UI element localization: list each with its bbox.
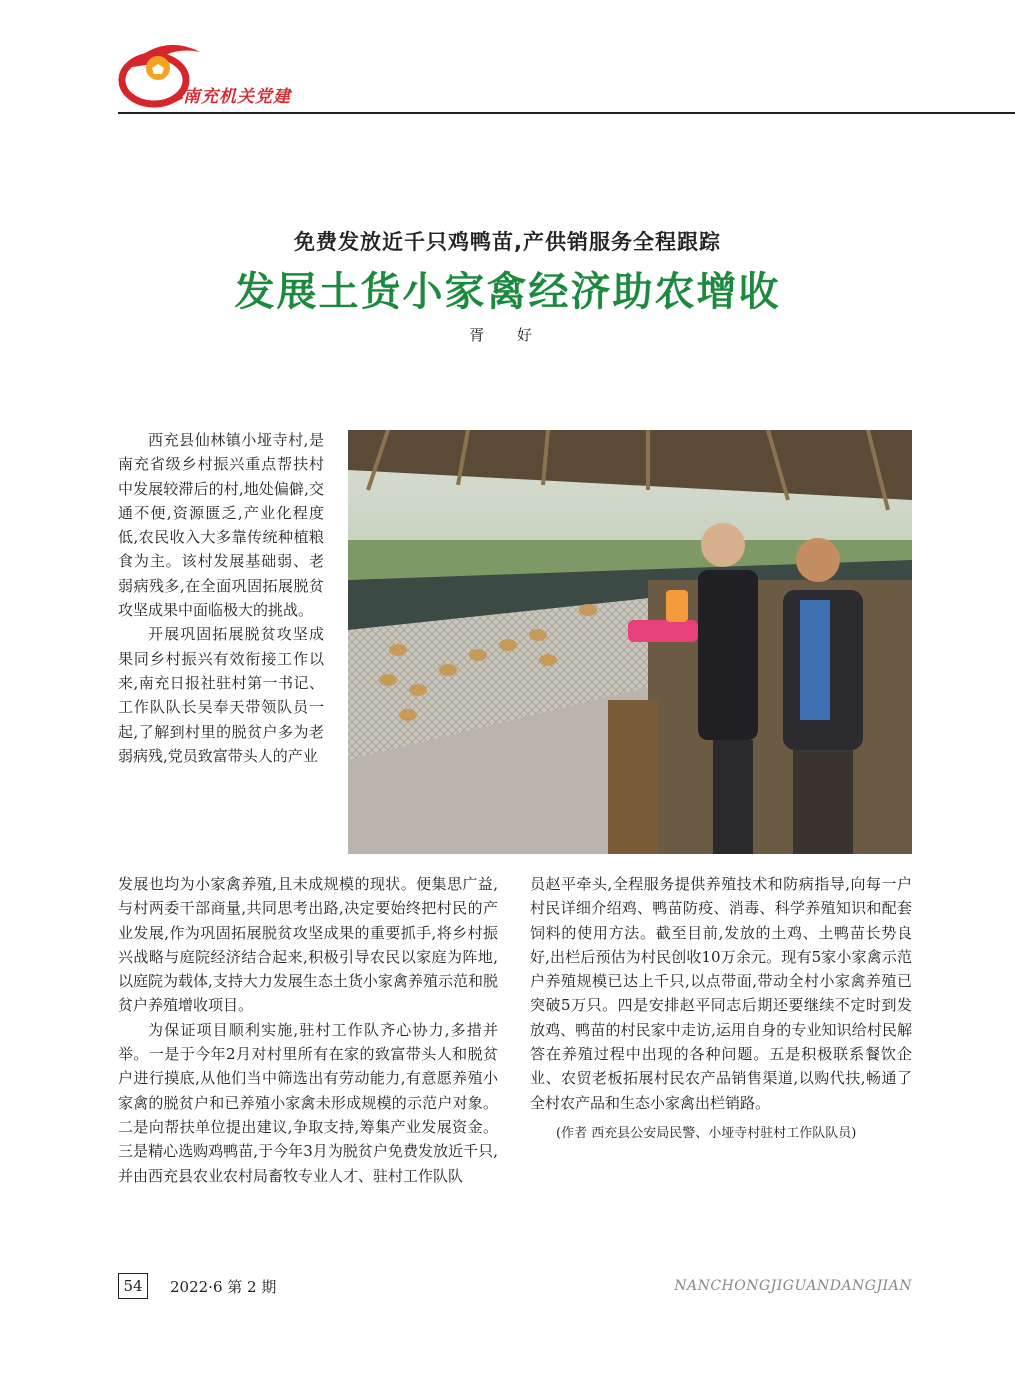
paragraph: 开展巩固拓展脱贫攻坚成果同乡村振兴有效衔接工作以来,南充日报社驻村第一书记、工作队队长吴奉天带领队员一起,了解到村里的脱贫户多为老弱病残,党员致富带头人的产业	[118, 625, 324, 765]
poultry-shed-photo	[348, 430, 912, 854]
body-column-narrow	[118, 428, 324, 768]
issue-info: 2022·6 第 2 期	[170, 1278, 277, 1296]
brand-name: 南充机关党建	[183, 87, 291, 107]
article-photo	[348, 430, 912, 854]
body-column-left	[118, 872, 498, 1188]
page-number: 54	[118, 1273, 148, 1299]
paragraph: 为保证项目顺利实施,驻村工作队齐心协力,多措并举。一是于今年2月对村里所有在家的致富带头人和脱贫户进行摸底,从他们当中筛选出有劳动能力,有意愿养殖小家禽的脱贫户和已养殖小家禽未形成规模的示范户对象。二是向帮扶单位提出建议,争取支持,筹集产业发展资金。三是精心选购鸡鸭苗,于今年3月为脱贫户免费发放近千只,并由西充县农业农村局畜牧专业人才、驻村工作队队	[118, 1020, 498, 1185]
header-rule	[118, 112, 1015, 114]
author-note: (作者 西充县公安局民警、小垭寺村驻村工作队队员)	[556, 1125, 857, 1141]
article-subtitle: 免费发放近千只鸡鸭苗,产供销服务全程跟踪	[294, 230, 721, 254]
publication-name: NANCHONGJIGUANDANGJIAN	[674, 1278, 912, 1294]
article-title: 发展土货小家禽经济助农增收	[234, 268, 781, 315]
paragraph: 西充县仙林镇小垭寺村,是南充省级乡村振兴重点帮扶村中发展较滞后的村,地处偏僻,交通不便,资源匮乏,产业化程度低,农民收入大多靠传统种植粮食为主。该村发展基础弱、老弱病残多,在全面巩固拓展脱贫攻坚成果中面临极大的挑战。	[118, 431, 324, 620]
body-column-right	[530, 872, 912, 1145]
paragraph: 发展也均为小家禽养殖,且未成规模的现状。便集思广益,与村两委干部商量,共同思考出路,决定要始终把村民的产业发展,作为巩固拓展脱贫攻坚成果的重要抓手,将乡村振兴战略与庭院经济结合起来,积极引导农民以家庭为阵地,以庭院为载体,支持大力发展生态土货小家禽养殖示范和脱贫户养殖增收项目。	[118, 875, 498, 1015]
paragraph: 员赵平牵头,全程服务提供养殖技术和防病指导,向每一户村民详细介绍鸡、鸭苗防疫、消毒、科学养殖知识和配套饲料的使用方法。截至目前,发放的土鸡、土鸭苗长势良好,出栏后预估为村民创收10万余元。现有5家小家禽示范户养殖规模已达上千只,以点带面,带动全村小家禽养殖已突破5万只。四是安排赵平同志后期还要继续不定时到发放鸡、鸭苗的村民家中走访,运用自身的专业知识给村民解答在养殖过程中出现的各种问题。五是积极联系餐饮企业、农贸老板拓展村民农产品销售渠道,以购代扶,畅通了全村农产品和生态小家禽出栏销路。	[530, 875, 912, 1112]
article-author: 胥 好	[469, 326, 546, 344]
